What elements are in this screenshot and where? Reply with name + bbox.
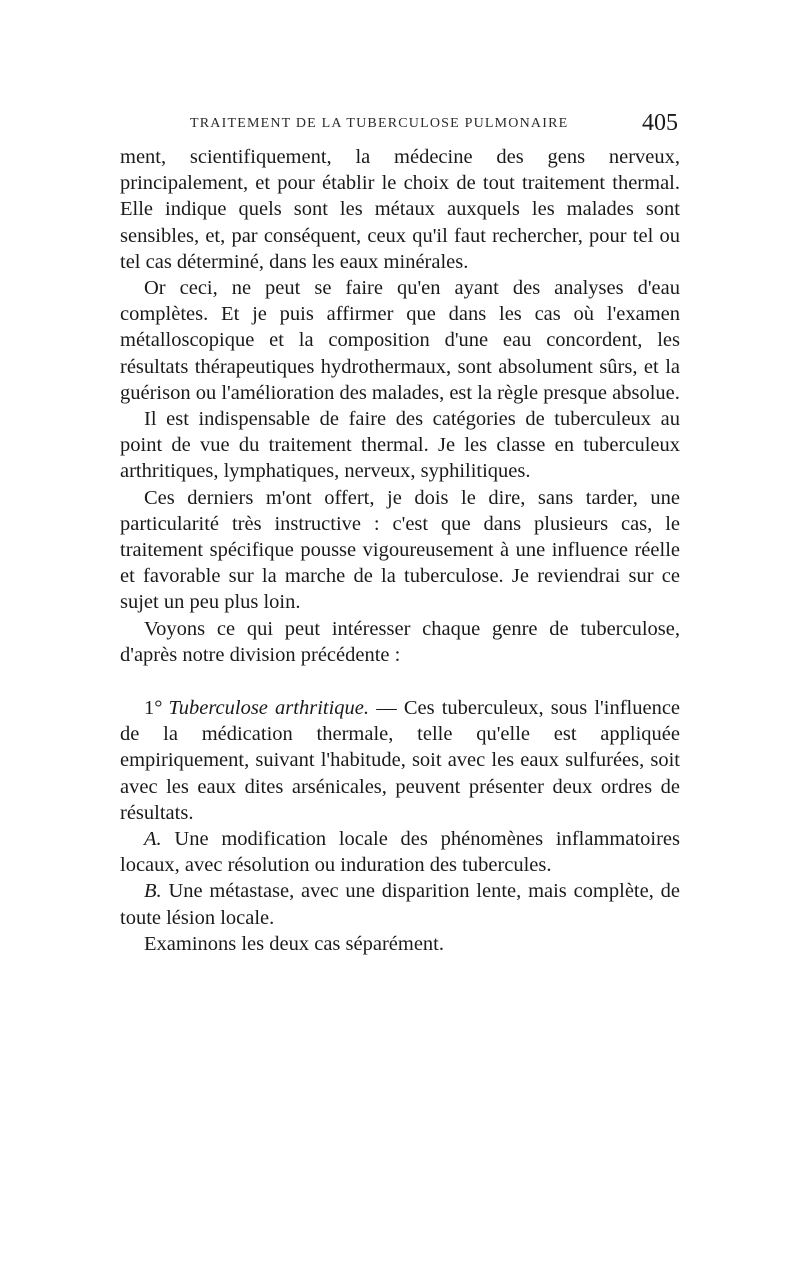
section-number: 1° [144,697,163,720]
item-text: Une métastase, avec une disparition lente, mais complète, de toute lésion locale. [120,880,680,929]
section-arthritique [120,695,680,826]
body-text [120,144,680,957]
paragraph-division: Voyons ce qui peut intéresser chaque genre de tuberculose, d'après notre division précédente : [120,617,680,666]
paragraph-continuation: ment, scientifiquement, la médecine des gens nerveux, principalement, et pour établir le choix de tout traitement thermal. Elle indique quels sont les métaux auxquels les malades sont sensibles, et, par conséquent, ceux qu'il faut rechercher, pour tel ou tel cas déterminé, dans les eaux minérales. [120,146,680,273]
paragraph-syphilitiques: Ces derniers m'ont offert, je dois le dire, sans tarder, une particularité très instructive : c'est que dans plusieurs cas, le traitement spécifique pousse vigoureusement à une influence réelle et favorable sur la marche de la tuberculose. Je reviendrai sur ce sujet un peu plus loin. [120,486,680,614]
paragraph-closing: Examinons les deux cas séparément. [144,932,445,955]
list-item-a [120,826,680,878]
running-head [120,110,680,144]
page-number: 405 [642,110,678,136]
item-text: Une modification locale des phénomènes inflammatoires locaux, avec résolution ou induration des tubercules. [120,828,680,877]
item-letter: A. [144,828,162,851]
paragraph-categories: Il est indispensable de faire des catégories de tuberculeux au point de vue du traitement thermal. Je les classe en tuberculeux arthritiques, lymphatiques, nerveux, syphilitiques. [120,408,680,483]
book-page [120,110,680,957]
section-text: — Ces tuberculeux, sous l'influence de la médication thermale, telle qu'elle est appliquée empiriquement, suivant l'habitude, soit avec les eaux sulfurées, soit avec les eaux dites arsénicales, peuvent présenter deux ordres de résultats. [120,697,681,824]
section-title: Tuberculose arthritique. [168,697,370,720]
list-item-b [120,878,680,930]
paragraph-analyses: Or ceci, ne peut se faire qu'en ayant des analyses d'eau complètes. Et je puis affirmer que dans les cas où l'examen métalloscopique et la composition d'une eau concordent, les résultats thérapeutiques hydrothermaux, sont absolument sûrs, et la guérison ou l'amélioration des malades, est la règle presque absolue. [120,277,680,404]
running-title: TRAITEMENT DE LA TUBERCULOSE PULMONAIRE [190,116,569,131]
item-letter: B. [144,880,162,903]
